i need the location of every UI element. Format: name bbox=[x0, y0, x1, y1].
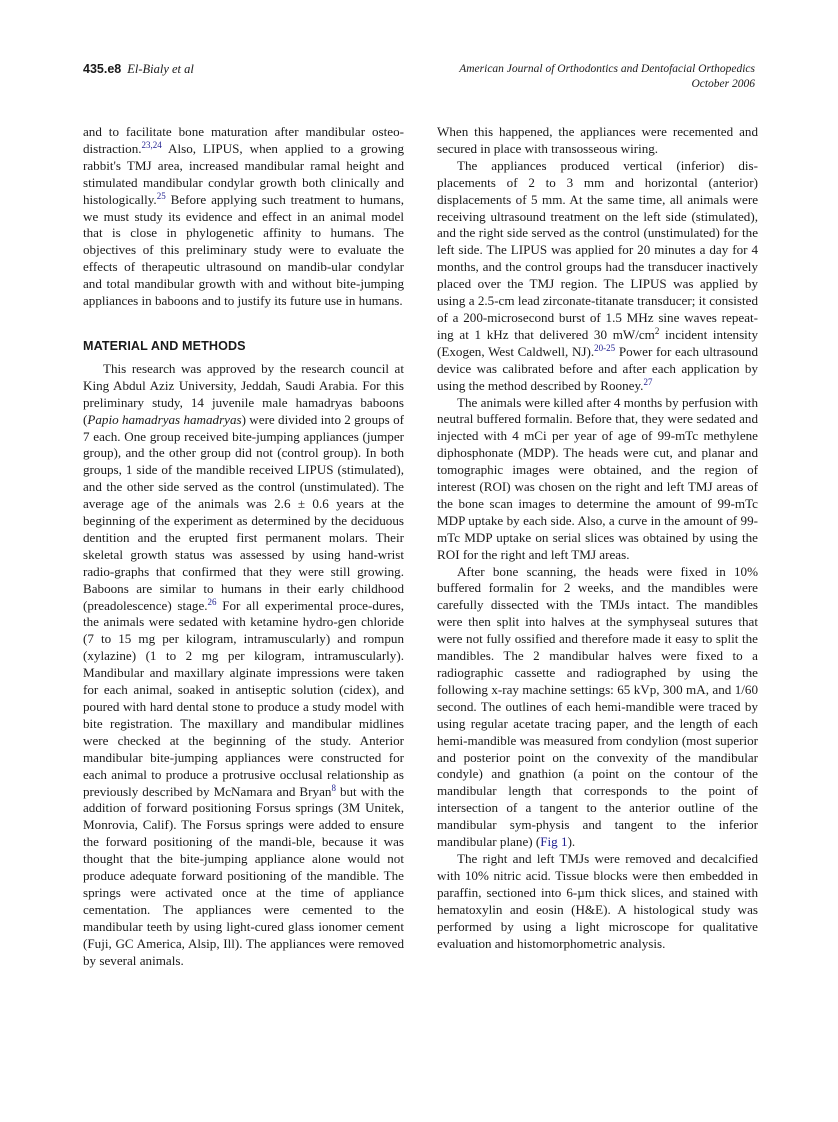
paragraph: and to facilitate bone maturation after mandibular osteo-distraction.$^{23,24}$ Also, LIPUS, when applied to a growing rabbit's TMJ area, increased mandibular ramal height and stimulated mandibular condylar growth both clinically and histologically.$^{25}$ Before applying such treatment to humans, we must study its evidence and effect in an animal model that is close in phylogenetic affinity to humans. The objectives of this preliminary study were to evaluate the effects of therapeutic ultrasound on mandib-ular condylar and total mandibular growth with and without bite-jumping appliances in baboons and to justify its future use in humans. bbox=[83, 124, 404, 309]
paragraph: This research was approved by the research council at King Abdul Aziz University, Jeddah, Saudi Arabia. For this preliminary study, 14 juvenile male hamadryas baboons (Papio hamadryas hamadryas) were divided into 2 groups of 7 each. One group received bite-jumping appliances (jumper group), and the other group did not (control group). In both groups, 1 side of the mandible received LIPUS (stimulated), and the other side served as the control (unstimulated). The average age of the animals was 2.6 ± 0.6 years at the beginning of the experiment as determined by the deciduous dentition and the erupted first permanent molars. Their skeletal growth status was assessed by using hand-wrist radio-graphs that confirmed that they were still growing. Baboons are similar to humans in their early childhood (preadolescence) stage.$^{26}$ For all experimental proce-dures, the animals were sedated with ketamine hydro-gen chloride (7 to 15 mg per kilogram, intramuscularly) and rompun (xylazine) (1 to 2 mg per kilogram, intramuscularly). Mandibular and maxillary alginate impressions were taken for each animal, soaked in antiseptic solution (cidex), and poured with hard dental stone to produce a study model with bite registration. The maxillary and mandibular midlines were checked at the beginning of the study. Anterior mandibular bite-jumping appliances were constructed for each animal to produce a protrusive occlusal relationship as previously described by McNamara and Bryan$^8$ but with the addition of forward positioning Forsus springs (3M Unitek, Monrovia, Calif). The Forsus springs were added to ensure the forward positioning of the mandi-ble, because it was thought that the bite-jumping appliance alone would not produce adequate forward positioning of the mandible. The springs were activated once at the time of appliance cementation. The appliances were cemented to the mandibular teeth by using light-cured glass ionomer cement (Fuji, GC America, Alsip, Ill). The appliances were removed by several animals. bbox=[83, 360, 405, 968]
species-name: Papio hamadryas hamadryas bbox=[87, 411, 242, 427]
header-authors: El-Bialy et al bbox=[127, 62, 194, 76]
figure-link[interactable]: Fig 1 bbox=[540, 834, 568, 850]
section-heading: MATERIAL AND METHODS bbox=[83, 338, 246, 353]
citation-link[interactable]: 26 bbox=[207, 596, 217, 607]
paragraph: After bone scanning, the heads were fixed in 10% buffered formalin for 2 weeks, and the mandibles were carefully dissected with the TMJs intact. The mandibles were then split into halves at the symphyseal sutures that were not fully ossified and therefore made it easy to split the mandibles. The 2 mandibular halves were fixed to a radiographic cassette and radiographed by using the following x-ray machine settings: 65 kVp, 300 mA, and 1/60 second. The outlines of each hemi-mandible were traced by using regular acetate tracing paper, and the length of each hemi-mandible was measured from condylion (most superior and posterior point on the convexity of the mandibular condyle) and gnathion (a point on the contour of the mandibular length that corresponds to the point of intersection of a tangent to the anterior outline of the mandibular sym-physis and tangent to the inferior mandibular plane) (Fig 1). bbox=[437, 563, 758, 850]
citation-link[interactable]: 23,24 bbox=[141, 139, 162, 150]
header-right bbox=[459, 62, 755, 92]
citation-link[interactable]: 20-25 bbox=[594, 342, 616, 353]
running-header bbox=[83, 62, 755, 96]
page-number: 435.e8 bbox=[83, 62, 122, 76]
left-column bbox=[83, 124, 404, 970]
right-column bbox=[437, 124, 758, 952]
citation-link[interactable]: 8 bbox=[331, 782, 336, 793]
paragraph: The right and left TMJs were removed and decalcified with 10% nitric acid. Tissue blocks were then embedded in paraffin, sectioned into 6-µm thick slices, and stained with hematoxylin and eosin (H&E). A histological study was performed by using a light microscope for qualitative evaluation and histomorphometric analysis. bbox=[437, 850, 758, 951]
unit-superscript: 2 bbox=[654, 325, 660, 336]
header-left bbox=[83, 62, 194, 77]
issue-date: October 2006 bbox=[691, 78, 755, 90]
citation-link[interactable]: 25 bbox=[156, 190, 166, 201]
journal-name: American Journal of Orthodontics and Dentofacial Orthopedics bbox=[459, 63, 755, 75]
paragraph: The animals were killed after 4 months by perfusion with neutral buffered formalin. Before that, they were sedated and injected with 4 mCi per year of age of 99-mTc methylene diphosphonate (MDP). The heads were cut, and planar and tomographic images were obtained, and the region of interest (ROI) was chosen on the right and left TMJ areas of the bone scan images to determine the amount of 99-mTc MDP uptake by each side. Also, a curve in the amount of 99-mTc MDP uptake on serial slices was obtained by using the ROI for the right and left TMJ areas. bbox=[437, 394, 758, 562]
paragraph: When this happened, the appliances were recemented and secured in place with transosseous wiring. bbox=[437, 124, 758, 156]
citation-link[interactable]: 27 bbox=[643, 376, 653, 387]
paragraph: The appliances produced vertical (inferior) dis-placements of 2 to 3 mm and horizontal (anterior) displacements of 5 mm. At the same time, all animals were receiving ultrasound treatment on the left side (stimulated), and the right side served as the control (unstimulated) for the left side. The LIPUS was applied for 20 minutes a day for 4 months, and the control groups had the transducer inactively placed over the TMJ region. The LIPUS was applied by using a 2.5-cm lead zirconate-titanate transducer; it consisted of a 200-microsecond burst of 1.5 MHz sine waves repeat-ing at 1 kHz that delivered 30 $mW/cm^2$ incident intensity (Exogen, West Caldwell, NJ).$^{20-25}$ Power for each ultrasound device was calibrated before and after each application by using the method described by Rooney.$^{27}$ bbox=[437, 157, 758, 393]
